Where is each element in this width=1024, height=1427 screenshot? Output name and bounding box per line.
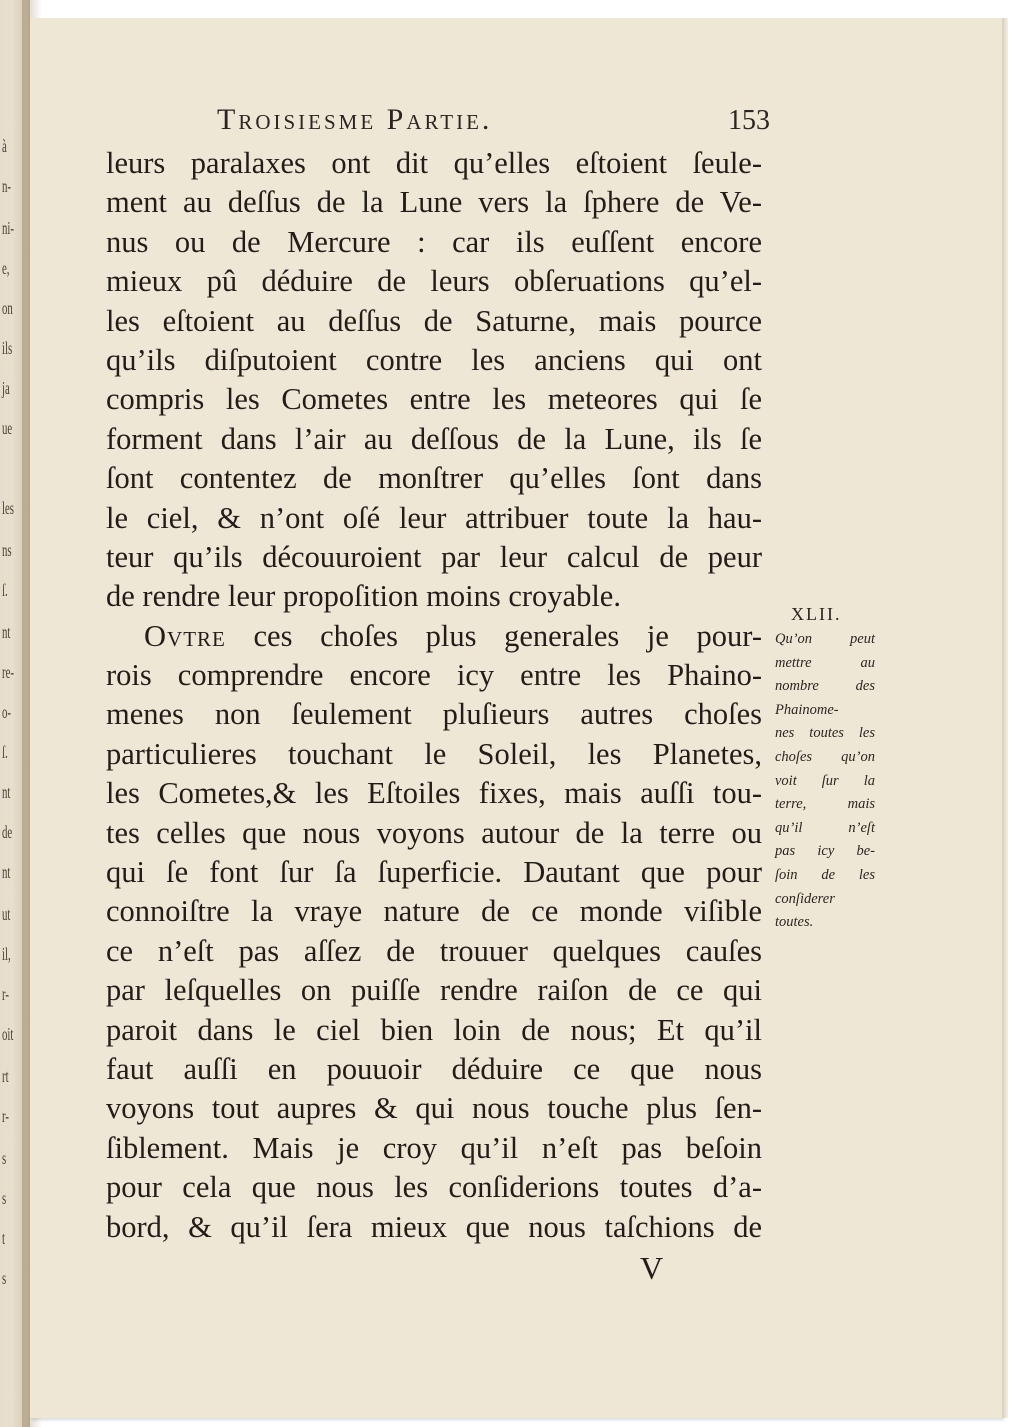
text-line: menes non ſeulement pluſieurs autres choſes xyxy=(106,697,762,732)
margin-note xyxy=(775,604,875,935)
page-number: 153 xyxy=(728,105,770,136)
text-line: bord, & qu’il ſera mieux que nous taſchions de xyxy=(106,1209,762,1244)
text-line: les Cometes,& les Eſtoiles fixes, mais auſſi tou- xyxy=(106,776,762,811)
margin-note-line: toutes. xyxy=(775,914,814,931)
paragraph-initial-word: Ovtre xyxy=(144,618,226,653)
margin-note-line: conſiderer xyxy=(775,890,835,907)
fragment: il, xyxy=(2,944,11,964)
fragment: re- xyxy=(2,662,14,682)
fragment: t xyxy=(2,1228,6,1248)
fragment: oit xyxy=(2,1024,14,1044)
text-line: compris les Cometes entre les meteores qui ſe xyxy=(106,382,762,417)
text-line: de rendre leur propoſition moins croyable. xyxy=(106,579,621,614)
text-line: mieux pû déduire de leurs obſeruations qu’el- xyxy=(106,264,762,299)
text-line: ſiblement. Mais je croy qu’il n’eſt pas beſoin xyxy=(106,1130,762,1165)
fragment: de xyxy=(2,822,13,842)
margin-note-line: ſoin de les xyxy=(775,866,875,883)
fragment: ue xyxy=(2,418,13,438)
fragment: nt xyxy=(2,622,11,642)
page-edge xyxy=(1002,18,1008,1418)
fragment: n- xyxy=(2,176,11,196)
fragment: ils xyxy=(2,338,13,358)
margin-note-line: voit ſur la xyxy=(775,772,875,789)
running-head: Troisiesme Partie. xyxy=(217,103,493,136)
text-line: qui ſe font ſur ſa ſuperficie. Dautant que pour xyxy=(106,855,762,890)
fragment: rt xyxy=(2,1066,9,1086)
fragment: s xyxy=(2,1148,7,1168)
text-line: teur qu’ils découuroient par leur calcul de peur xyxy=(106,539,762,574)
margin-note-line: terre, mais xyxy=(775,796,875,813)
fragment: on xyxy=(2,298,13,318)
text-line: connoiſtre la vraye nature de ce monde viſible xyxy=(106,894,762,929)
text-line: particulieres touchant le Soleil, les Planetes, xyxy=(106,736,762,771)
fragment: ns xyxy=(2,540,12,560)
fragment: les xyxy=(2,498,14,518)
fragment: à xyxy=(2,136,7,156)
text-line: tes celles que nous voyons autour de la terre ou xyxy=(106,815,762,850)
text-line: faut auſſi en pouuoir déduire ce que nous xyxy=(106,1051,762,1086)
fragment: nt xyxy=(2,862,11,882)
margin-note-line: nes toutes les xyxy=(775,725,875,742)
text-line: qu’ils diſputoient contre les anciens qui ont xyxy=(106,342,762,377)
signature-mark: V xyxy=(640,1250,664,1286)
fragment: r- xyxy=(2,984,9,1004)
fragment: nt xyxy=(2,782,11,802)
fragment: ſ. xyxy=(2,580,8,600)
margin-note-number: XLII. xyxy=(791,604,842,624)
margin-note-line: Phainome- xyxy=(775,701,839,718)
fragment: ut xyxy=(2,904,11,924)
text-line: ſont contentez de monſtrer qu’elles ſont dans xyxy=(106,461,762,496)
text-line: les eſtoient au deſſus de Saturne, mais pource xyxy=(106,303,762,338)
fragment: o- xyxy=(2,702,11,722)
main-text-block xyxy=(106,144,762,1247)
page-header xyxy=(190,103,770,143)
paragraph-opening-rest: ces choſes plus generales je pour- xyxy=(253,618,762,653)
text-line: nus ou de Mercure : car ils euſſent encore xyxy=(106,224,762,259)
text-line: rois comprendre encore icy entre les Phaino- xyxy=(106,658,762,693)
text-line: voyons tout aupres & qui nous touche plus ſen- xyxy=(106,1091,762,1126)
text-line: forment dans l’air au deſſous de la Lune, ils ſe xyxy=(106,421,762,456)
margin-note-line: pas icy be- xyxy=(775,843,875,860)
text-line: par leſquelles on puiſſe rendre raiſon de ce qui xyxy=(106,973,762,1008)
fragment: ſ. xyxy=(2,742,8,762)
facing-page-text-fragments xyxy=(0,0,16,1427)
text-line: ment au deſſus de la Lune vers la ſphere de Ve- xyxy=(106,185,762,220)
fragment: e, xyxy=(2,258,10,278)
fragment: ni- xyxy=(2,218,14,238)
fragment: s xyxy=(2,1188,7,1208)
margin-note-line: nombre des xyxy=(775,678,875,695)
text-line: pour cela que nous les conſiderions toutes d’a- xyxy=(106,1170,762,1205)
margin-note-line: choſes qu’on xyxy=(775,748,875,765)
text-line: ce n’eſt pas aſſez de trouuer quelques cauſes xyxy=(106,933,762,968)
fragment: ja xyxy=(2,378,10,398)
margin-note-line: qu’il n’eſt xyxy=(775,819,875,836)
paragraph-opening-line xyxy=(106,617,762,656)
fragment: r- xyxy=(2,1106,9,1126)
text-line: leurs paralaxes ont dit qu’elles eſtoient ſeule- xyxy=(106,146,762,180)
text-line: le ciel, & n’ont oſé leur attribuer toute la hau- xyxy=(106,500,762,535)
fragment: s xyxy=(2,1268,7,1288)
margin-note-line: Qu’on peut xyxy=(775,631,875,647)
text-line: paroit dans le ciel bien loin de nous; Et qu’il xyxy=(106,1012,762,1047)
margin-note-line: mettre au xyxy=(775,654,875,671)
